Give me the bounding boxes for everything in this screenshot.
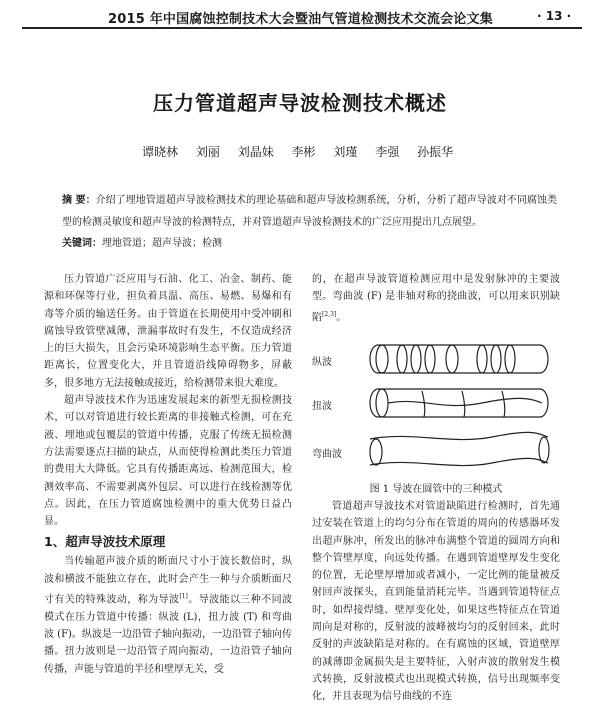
abstract-label: 摘 要： bbox=[62, 195, 96, 206]
abstract bbox=[62, 190, 557, 234]
author: 刘丽 bbox=[195, 145, 220, 159]
abstract-text: 介绍了埋地管道超声导波检测技术的理论基础和超声导波检测系统，分析，分析了超声导波对不同腐蚀类型的检测灵敏度和超声导波的检测特点，并对管道超声导波检测技术的广泛应用提出几点展望。 bbox=[62, 195, 558, 228]
figure-caption: 图 1 导波在圆管中的三种模式 bbox=[369, 484, 503, 495]
author-list bbox=[142, 143, 467, 160]
author: 李彬 bbox=[291, 145, 316, 159]
running-head bbox=[0, 0, 600, 30]
author: 孙振华 bbox=[417, 145, 454, 159]
pipe-torsional bbox=[370, 389, 548, 417]
wave-mode-diagram bbox=[312, 333, 560, 473]
page-number: · 13 · bbox=[537, 9, 572, 23]
left-column bbox=[44, 271, 292, 678]
journal-title: 2015 年中国腐蚀控制技术大会暨油气管道检测技术交流会论文集 bbox=[108, 12, 493, 27]
paragraph: 压力管道广泛应用与石油、化工、冶金、制药、能源和环保等行业，担负着具温、高压、易燃、易爆和有毒等介质的输送任务。由于管道在长期使用中受冲刷和腐蚀导致管壁减薄，泄漏事故时有发生，不仅造成经济上的巨大损失，且会污染环境影响生态平衡。压力管道距离长，位置变化大，并且管道沿线障碍物多，屏蔽多，很多地方无法接触或接近，给检测带来很大难度。 bbox=[44, 274, 292, 389]
pipe-flexural bbox=[370, 432, 549, 465]
paragraph: 超声导波技术作为迅速发展起来的新型无损检测技术，可以对管道进行较长距离的非接触式检测，可在充液、埋地或包覆层的管道中传播，克服了传统无损检测方法需要逐点扫描的缺点，从而使得检测此类压力管道的费用大大降低。它具有传播距离远、检测范围大，检测效率高、不需要剥离外包层、可以进行在线检测等优点。因此，在压力管道腐蚀检测中的重大优势日益凸显。 bbox=[44, 395, 292, 528]
paragraph-text: 。 bbox=[336, 311, 347, 323]
paragraph-text: 。导波能以三种不同波模式在压力管道中传播：纵波 (L)，扭力波 (T) 和弯曲波 (F)。纵波是一边沿管子轴向振动，一边沿管子轴向传播。扭力波则是一边沿管子周向振动，一边沿管子轴向传播，声能与管道的半径和壁厚无关，受 bbox=[44, 594, 293, 675]
keywords-label: 关键词： bbox=[62, 238, 102, 249]
paragraph bbox=[312, 271, 560, 326]
keywords-text: 埋地管道；超声导波；检测 bbox=[102, 238, 222, 249]
right-column-bottom bbox=[312, 498, 560, 706]
pipe-longitudinal bbox=[370, 345, 548, 373]
paper-title: 压力管道超声导波检测技术概述 bbox=[153, 91, 447, 115]
section-heading: 1、超声导波技术原理 bbox=[44, 534, 166, 550]
author: 刘瑾 bbox=[333, 145, 358, 159]
paragraph-text: 的，在超声导波管道检测应用中是发射脉冲的主要波型。弯曲波 (F) 是非轴对称的挠曲波，可以用来识别缺陷 bbox=[312, 274, 560, 323]
label-flexural: 弯曲波 bbox=[312, 449, 342, 460]
paragraph: 管道超声导波技术对管道缺陷进行检测时，首先通过安装在管道上的均匀分布在管道的周向的传感器环发出超声脉冲，所发出的脉冲布满整个管道的圆周方向和整个管壁厚度，向远处传播。在遇到管道壁厚发生变化的位置，无论壁厚增加或者减小，一定比例的能量被反射回声波探头，直到能量消耗完毕。当遇到管道特征点时，如焊接焊缝、壁厚变化处，如果这些特征点在管道周向是对称的，反射波的波峰被均匀的反射回来，此时反射的声波缺陷是对称的。在有腐蚀的区域，管道壁厚的减薄即金属损失是主要特征，入射声波的散射发生模式转换，反射波模式也出现模式转换，信号出现频率变化，并且表现为信号曲线的不连 bbox=[312, 501, 560, 703]
label-longitudinal: 纵波 bbox=[312, 357, 332, 368]
citation: [1] bbox=[179, 593, 188, 601]
author: 谭晓林 bbox=[142, 145, 179, 159]
author: 刘晶妹 bbox=[237, 145, 274, 159]
right-column-top bbox=[312, 271, 560, 326]
header-rule bbox=[22, 27, 582, 29]
paragraph bbox=[44, 553, 292, 677]
keywords bbox=[62, 234, 222, 249]
figure-guided-wave-modes bbox=[312, 333, 560, 473]
citation: [2,3] bbox=[322, 310, 337, 318]
author: 李强 bbox=[375, 145, 400, 159]
paragraph-text: 当传输超声波介质的断面尺寸小于波长数倍时，纵波和横波不能独立存在，此时会产生一种与介质断面尺寸有关的特殊波动，称为导波 bbox=[44, 556, 292, 606]
label-torsional: 扭波 bbox=[312, 401, 332, 412]
